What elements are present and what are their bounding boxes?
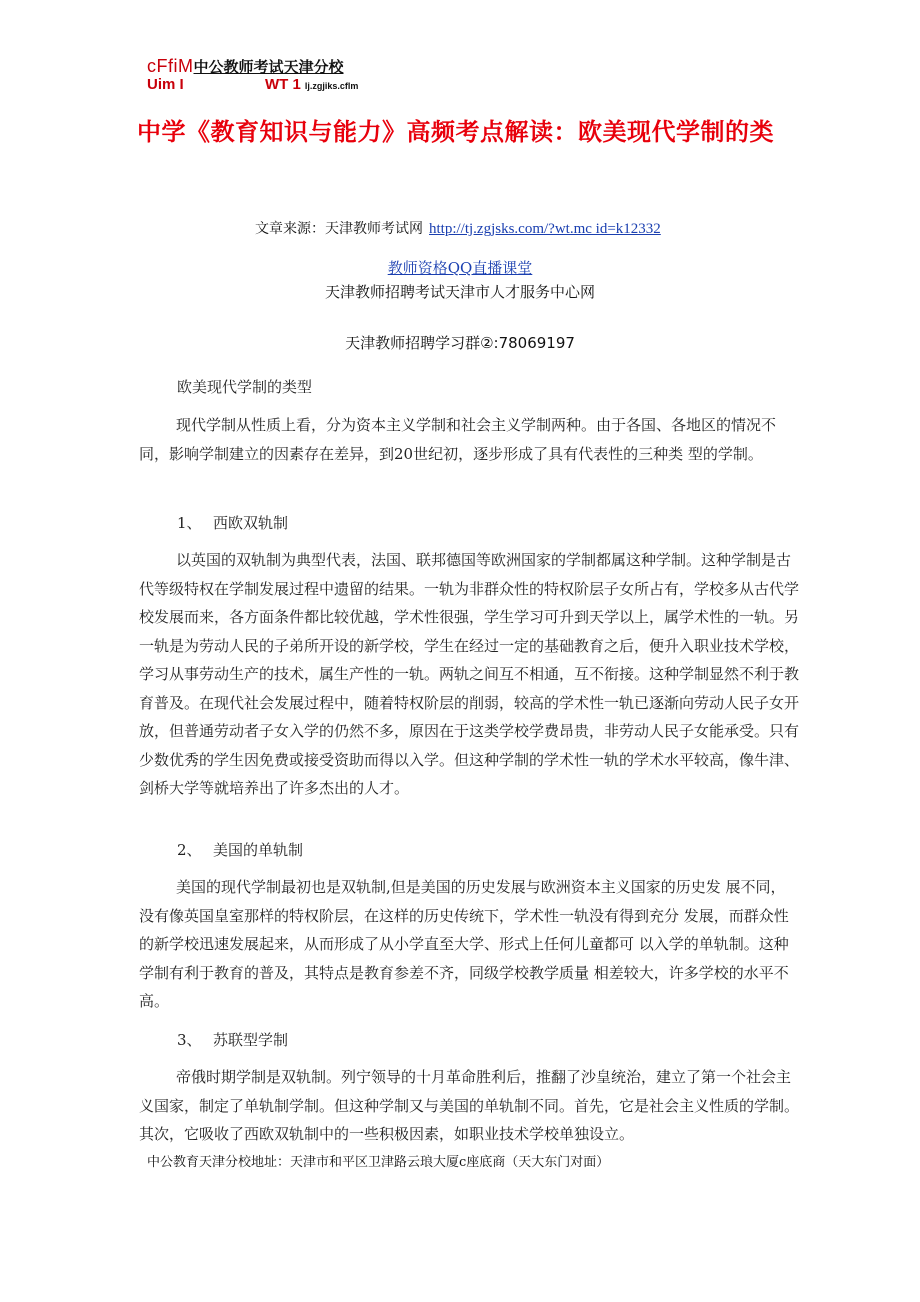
section-heading-3 (177, 1029, 288, 1050)
study-group-text: 天津教师招聘学习群②:78069197 (345, 334, 575, 352)
section-heading-2 (177, 839, 303, 860)
brand-logo-left: Uim I (147, 76, 184, 93)
section-heading-text: 西欧双轨制 (213, 514, 289, 532)
center-org-text: 天津教师招聘考试天津市人才服务中心网 (324, 283, 595, 301)
qq-live-class-link[interactable]: 教师资格QQ直播课堂 (387, 259, 533, 277)
section-body-2: 美国的现代学制最初也是双轨制,但是美国的历史发展与欧洲资本主义国家的历史发 展不同，没有像英国皇室那样的特权阶层，在这样的历史传统下，学术性一轨没有得到充分 发展，而群众性的新学校迅速发展起来，从而形成了从小学直至大学、形式上任何儿童都可 以入学的单轨制。这种学制有利于教育的普及，其特点是教育参差不齐，同级学校教学质量 相差较大，许多学校的水平不高。 (139, 878, 789, 1010)
section-body-1: 以英国的双轨制为典型代表，法国、联邦德国等欧洲国家的学制都属这种学制。这种学制是古代等级特权在学制发展过程中遗留的结果。一轨为非群众性的特权阶层子女所占有，学校多从古代学校发展而来，各方面条件都比较优越，学术性很强，学生学习可升到天学以上，属学术性的一轨。另一轨是为劳动人民的子弟所开设的新学校，学生在经过一定的基础教育之后，便升入职业技术学校，学习从事劳动生产的技术，属生产性的一轨。两轨之间互不相通，互不衔接。这种学制显然不利于教育普及。在现代社会发展过程中，随着特权阶层的削弱，较高的学术性一轨已逐渐向劳动人民子女开放，但普通劳动者子女入学的仍然不多，原因在于这类学校学费昂贵，非劳动人民子女能承受。只有少数优秀的学生因免费或接受资助而得以入学。但这种学制的学术性一轨的学术水平较高，像牛津、剑桥大学等就培养出了许多杰出的人才。 (139, 551, 800, 797)
source-label: 文章来源：天津教师考试网 (255, 221, 423, 237)
brand-url: lj.zgjiks.cflm (304, 81, 359, 91)
brand-name: 中公教师考试天津分校 (193, 59, 344, 76)
section-heading-text: 美国的单轨制 (213, 841, 304, 859)
section-title: 欧美现代学制的类型 (177, 378, 313, 396)
source-line (255, 218, 661, 238)
footer-address: 中公教育天津分校地址：天津市和平区卫津路云琅大厦c座底商（天大东门对面） (147, 1155, 610, 1170)
section-body-3: 帝俄时期学制是双轨制。列宁领导的十月革命胜利后，推翻了沙皇统治，建立了第一个社会主义国家，制定了单轨制学制。但这种学制又与美国的单轨制不同。首先，它是社会主义性质的学制。其次，它吸收了西欧双轨制中的一些积极因素，如职业技术学校单独设立。 (139, 1068, 800, 1143)
brand-logo-mark: cFfiM (147, 56, 194, 76)
intro-paragraph: 现代学制从性质上看，分为资本主义学制和社会主义学制两种。由于各国、各地区的情况不同，影响学制建立的因素存在差异，到20世纪初，逐步形成了具有代表性的三种类 型的学制。 (139, 416, 777, 463)
brand-logo (147, 56, 344, 77)
section-number: 3、 (177, 1031, 202, 1049)
brand-logo-right: WT 1 (265, 76, 301, 93)
section-number: 2、 (177, 841, 202, 859)
section-heading-text: 苏联型学制 (213, 1031, 289, 1049)
brand-logo-subline (147, 76, 358, 94)
section-heading-1 (177, 512, 288, 533)
source-link[interactable]: http://tj.zgjsks.com/?wt.mc id=k12332 (429, 221, 661, 237)
section-number: 1、 (177, 514, 202, 532)
page-title: 中学《教育知识与能力》高频考点解读：欧美现代学制的类 (137, 118, 774, 146)
